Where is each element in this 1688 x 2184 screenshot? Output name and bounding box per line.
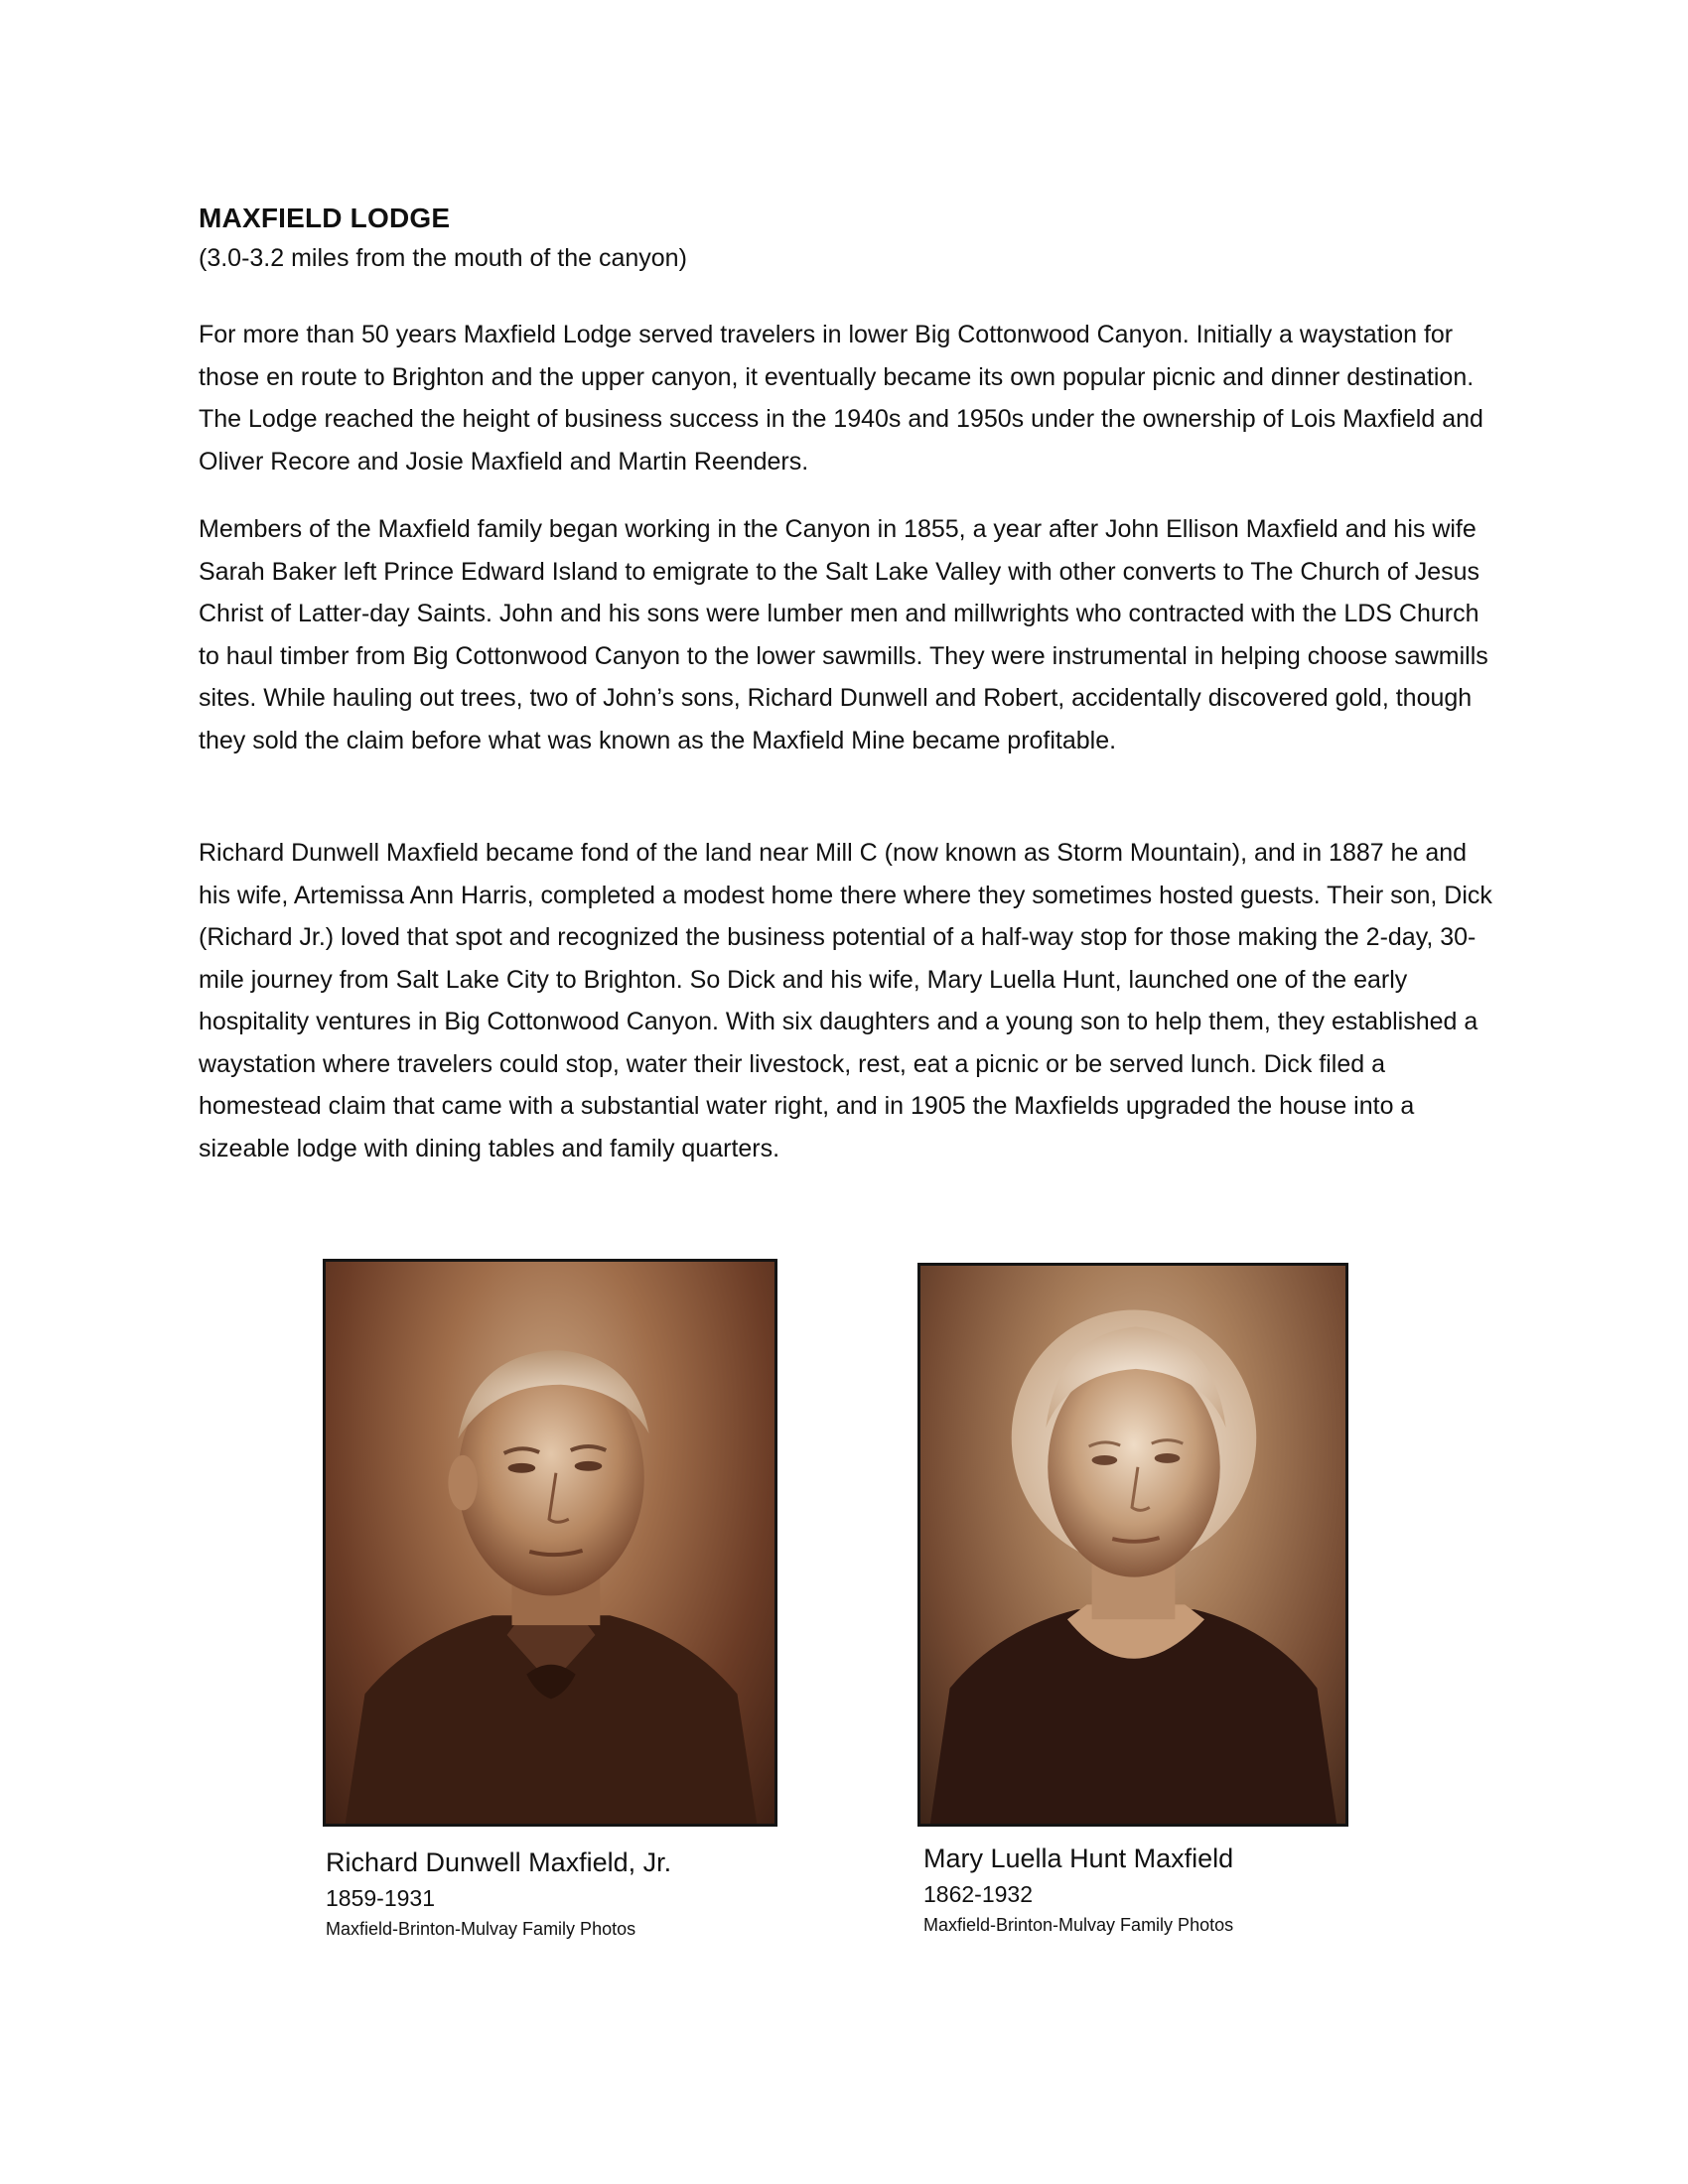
portrait-photo-mary [917, 1263, 1348, 1827]
portrait-photo-richard [323, 1259, 777, 1827]
paragraph-family-history: Members of the Maxfield family began working in the Canyon in 1855, a year after John Ellison Maxfield and his wife Sarah Baker left Prince Edward Island to emigrate to the Salt Lake Valley with other converts to The Church of Jesus Christ of Latter-day Saints. John and his sons were lumber men and millwrights who contracted with the LDS Church to haul timber from Big Cottonwood Canyon to the lower sawmills. They were instrumental in helping choose sawmills sites. While hauling out trees, two of John’s sons, Richard Dunwell and Robert, accidentally discovered gold, though they sold the claim before what was known as the Maxfield Mine became profitable. [199, 515, 1488, 754]
page-subtitle: (3.0-3.2 miles from the mouth of the canyon) [199, 244, 687, 272]
caption-years-mary: 1862-1932 [923, 1881, 1033, 1907]
caption-credit-richard: Maxfield-Brinton-Mulvay Family Photos [326, 1919, 636, 1939]
caption-credit-mary: Maxfield-Brinton-Mulvay Family Photos [923, 1915, 1234, 1935]
page-title: MAXFIELD LODGE [199, 203, 451, 233]
paragraph-intro: For more than 50 years Maxfield Lodge served travelers in lower Big Cottonwood Canyon. Initially a waystation for those en route to Brighton and the upper canyon, it eventually became its own popular picnic and dinner destination. The Lodge reached the height of business success in the 1940s and 1950s under the ownership of Lois Maxfield and Oliver Recore and Josie Maxfield and Martin Reenders. [199, 321, 1483, 476]
man-portrait-image [326, 1262, 774, 1824]
paragraph-lodge-origin: Richard Dunwell Maxfield became fond of the land near Mill C (now known as Storm Mountain), and in 1887 he and his wife, Artemissa Ann Harris, completed a modest home there where they sometimes hosted guests. Their son, Dick (Richard Jr.) loved that spot and recognized the business potential of a half-way stop for those making the 2-day, 30-mile journey from Salt Lake City to Brighton. So Dick and his wife, Mary Luella Hunt, launched one of the early hospitality ventures in Big Cottonwood Canyon. With six daughters and a young son to help them, they established a waystation where travelers could stop, water their livestock, rest, eat a picnic or be served lunch. Dick filed a homestead claim that came with a substantial water right, and in 1905 the Maxfields upgraded the house into a sizeable lodge with dining tables and family quarters. [199, 839, 1492, 1162]
caption-name-richard: Richard Dunwell Maxfield, Jr. [326, 1847, 672, 1877]
caption-name-mary: Mary Luella Hunt Maxfield [923, 1843, 1234, 1873]
woman-portrait-image [920, 1266, 1345, 1824]
caption-years-richard: 1859-1931 [326, 1885, 435, 1911]
